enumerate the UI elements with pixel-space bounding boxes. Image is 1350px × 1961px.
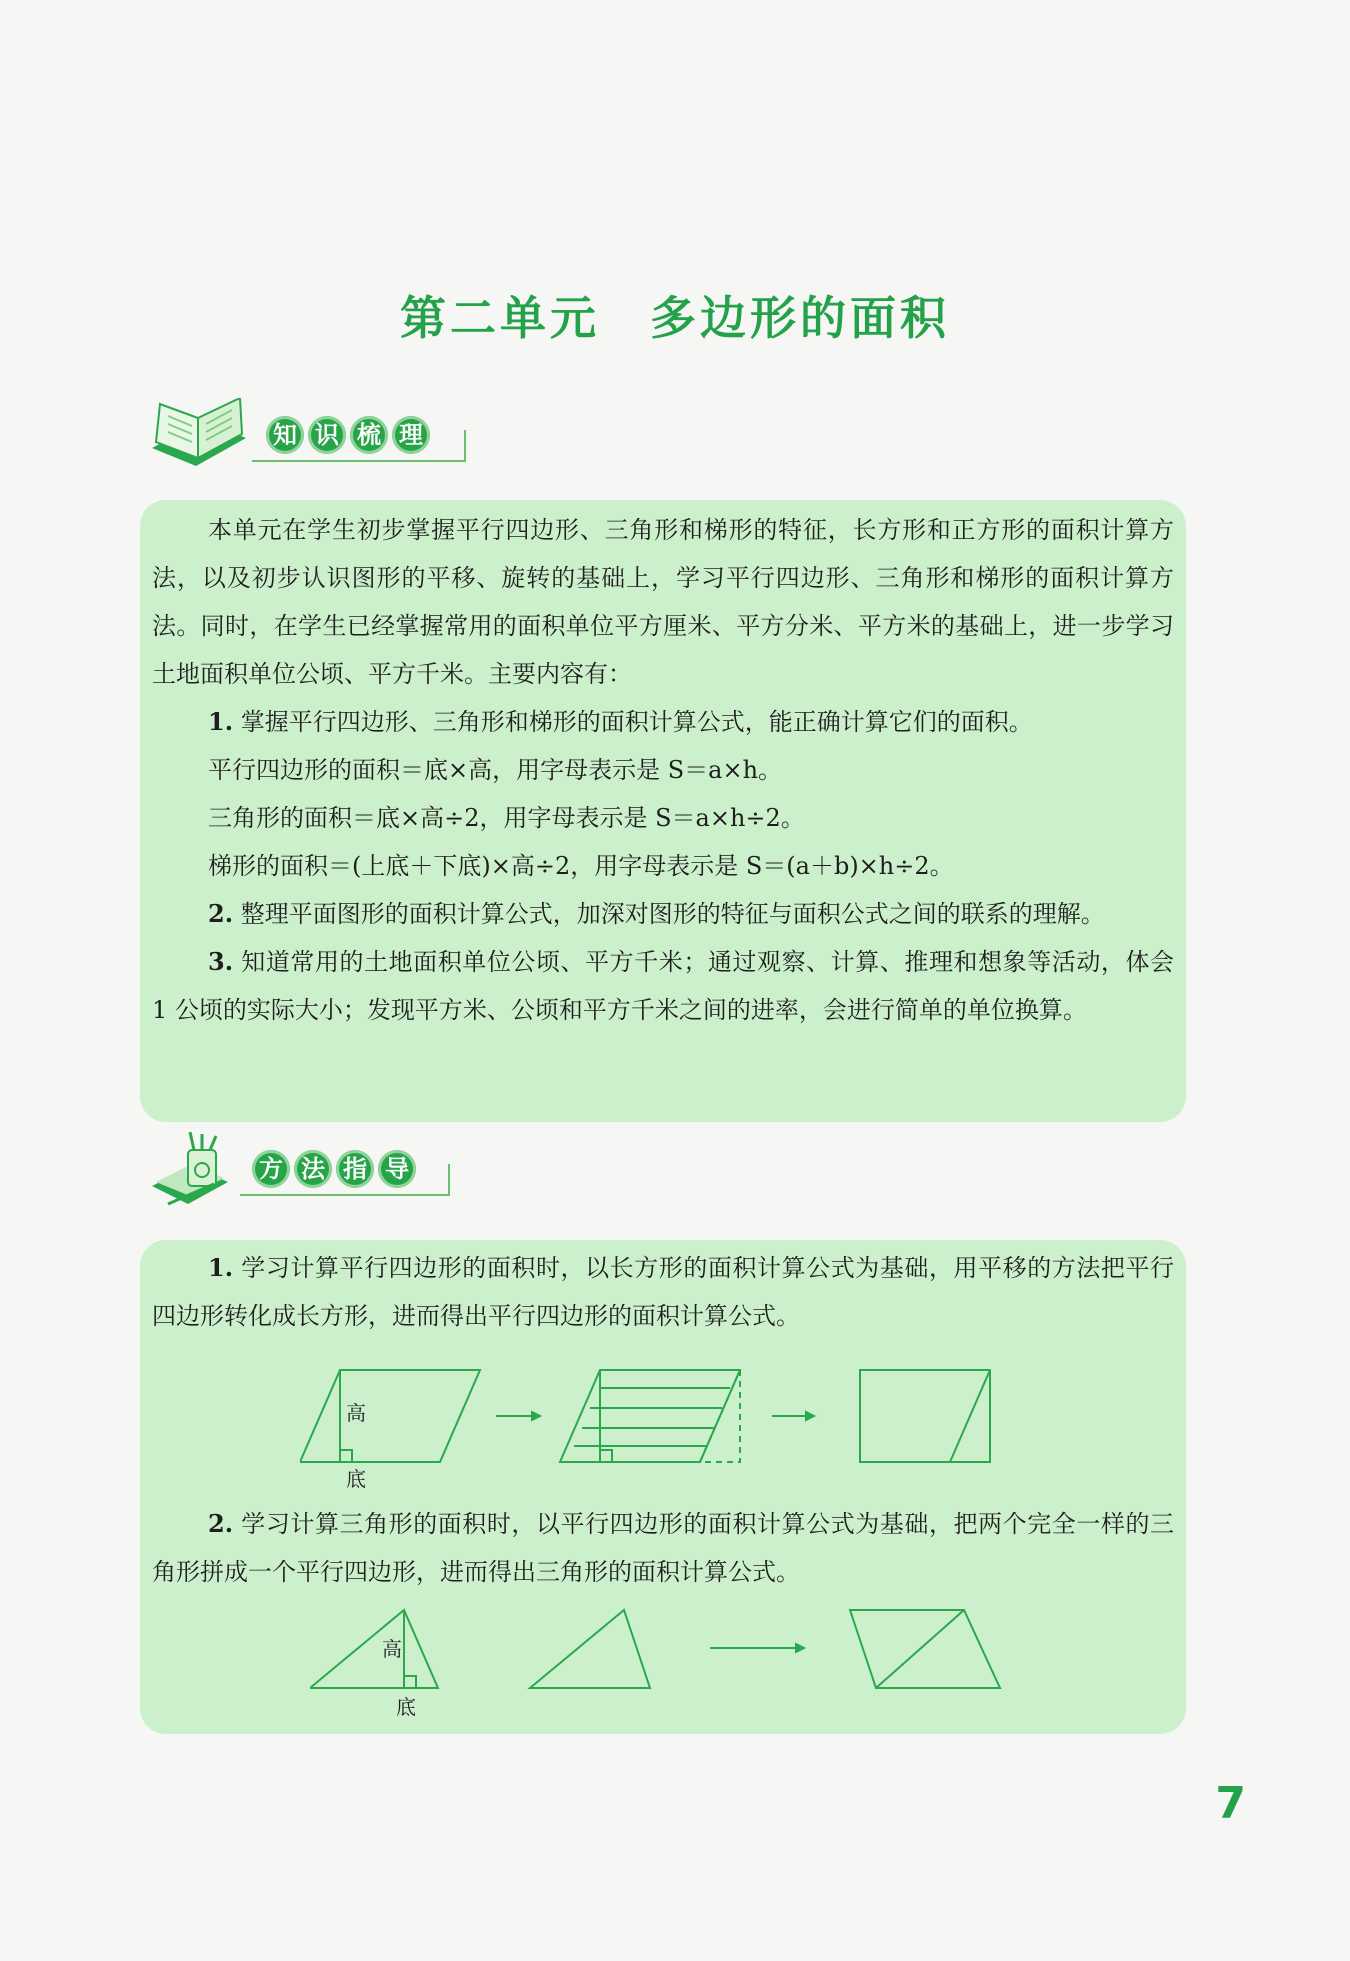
arrow-head	[796, 1644, 804, 1652]
right-angle-mark	[404, 1676, 416, 1688]
section-char: 识	[308, 416, 346, 454]
chapter-title: 第二单元 多边形的面积	[400, 291, 950, 345]
formula-parallelogram: 平行四边形的面积＝底×高，用字母表示是 S＝a×h。	[208, 756, 783, 784]
diagonal-line	[876, 1610, 964, 1688]
height-label: 高	[382, 1637, 402, 1661]
section-char: 指	[336, 1150, 374, 1188]
section-header-method	[148, 1132, 458, 1212]
list-item: 1. 学习计算平行四边形的面积时，以长方形的面积计算公式为基础，用平移的方法把平行四边形转化成长方形，进而得出平行四边形的面积计算公式。	[152, 1253, 1174, 1330]
parallelogram-shape	[560, 1370, 740, 1462]
section-char: 方	[252, 1150, 290, 1188]
open-book-icon	[148, 398, 252, 478]
list-item: 2. 整理平面图形的面积计算公式，加深对图形的特征与面积公式之间的联系的理解。	[208, 899, 1105, 928]
pencil-cup-icon	[148, 1132, 244, 1212]
divider	[448, 1164, 450, 1196]
section-char: 法	[294, 1150, 332, 1188]
parallelogram-shape	[300, 1370, 480, 1462]
cut-line	[950, 1370, 990, 1462]
parallelogram-to-rectangle-figure	[300, 1358, 1060, 1488]
triangle-shape	[530, 1610, 650, 1688]
parallelogram-shape	[850, 1610, 1000, 1688]
section-char: 理	[392, 416, 430, 454]
triangle-shape	[310, 1610, 438, 1688]
section-header-knowledge	[148, 398, 468, 478]
section-char: 导	[378, 1150, 416, 1188]
base-label: 底	[396, 1695, 416, 1719]
list-item: 2. 学习计算三角形的面积时，以平行四边形的面积计算公式为基础，把两个完全一样的三角形拼成一个平行四边形，进而得出三角形的面积计算公式。	[152, 1509, 1174, 1586]
intro-paragraph: 本单元在学生初步掌握平行四边形、三角形和梯形的特征，长方形和正方形的面积计算方法，以及初步认识图形的平移、旋转的基础上，学习平行四边形、三角形和梯形的面积计算方法。同时，在学生已经掌握常用的面积单位平方厘米、平方分米、平方米的基础上，进一步学习土地面积单位公顷、平方千米。主要内容有：	[152, 516, 1174, 688]
height-label: 高	[346, 1401, 366, 1425]
arrow-head	[806, 1412, 814, 1420]
page-number: 7	[1215, 1778, 1246, 1829]
divider	[240, 1194, 450, 1196]
triangles-to-parallelogram-figure	[310, 1608, 1030, 1728]
section-char: 梳	[350, 416, 388, 454]
formula-triangle: 三角形的面积＝底×高÷2，用字母表示是 S＝a×h÷2。	[208, 804, 805, 832]
right-angle-mark	[340, 1450, 352, 1462]
method-text-2	[152, 1500, 1174, 1596]
list-item: 3. 知道常用的土地面积单位公顷、平方千米；通过观察、计算、推理和想象等活动，体会 1 公顷的实际大小；发现平方米、公顷和平方千米之间的进率，会进行简单的单位换算。	[152, 947, 1174, 1024]
section-char: 知	[266, 416, 304, 454]
base-label: 底	[346, 1467, 366, 1488]
right-angle-mark	[600, 1450, 612, 1462]
knowledge-text	[152, 506, 1174, 1034]
formula-trapezoid: 梯形的面积＝(上底＋下底)×高÷2，用字母表示是 S＝(a＋b)×h÷2。	[208, 852, 954, 880]
arrow-head	[532, 1412, 540, 1420]
divider	[464, 430, 466, 462]
method-text-1	[152, 1244, 1174, 1340]
divider	[252, 460, 466, 462]
list-item: 1. 掌握平行四边形、三角形和梯形的面积计算公式，能正确计算它们的面积。	[208, 707, 1033, 736]
